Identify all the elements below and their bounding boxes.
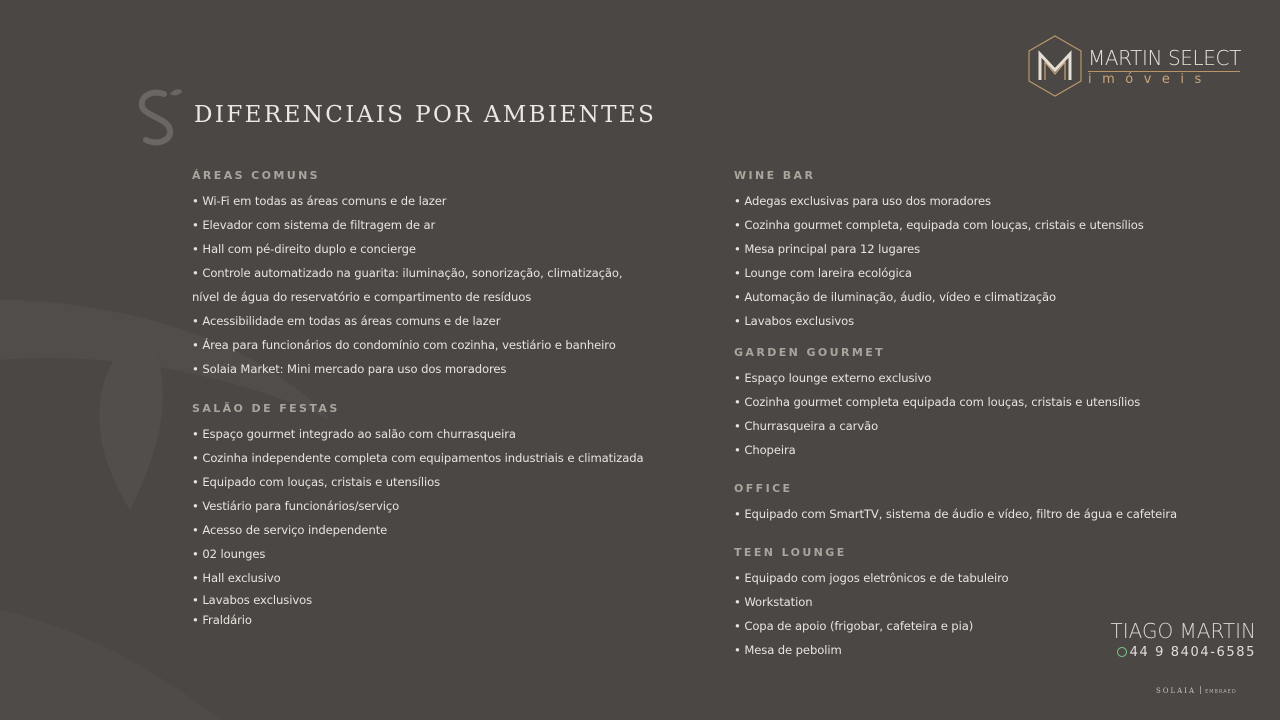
section-salao-de-festas — [192, 401, 644, 630]
list-item: • Acessibilidade em todas as áreas comuns e de lazer — [192, 314, 501, 328]
list-item: • Churrasqueira a carvão — [734, 419, 879, 433]
list-item: • Lounge com lareira ecológica — [734, 266, 912, 280]
section-teen-lounge — [734, 545, 1009, 662]
list-item: • Mesa de pebolim — [734, 643, 842, 657]
feature-list — [734, 189, 1144, 333]
list-item: • Lavabos exclusivos — [734, 314, 855, 328]
feature-list — [734, 566, 1009, 662]
whatsapp-icon — [1117, 647, 1127, 657]
section-heading: OFFICE — [734, 482, 793, 495]
section-heading: GARDEN GOURMET — [734, 346, 886, 359]
contact-name: TIAGO MARTIN — [1110, 619, 1256, 643]
solaia-s-logo-icon — [134, 86, 188, 148]
list-item: • Espaço gourmet integrado ao salão com churrasqueira — [192, 427, 516, 441]
list-item: • Elevador com sistema de filtragem de ar — [192, 218, 436, 232]
phone-number: 44 9 8404-6585 — [1129, 645, 1256, 660]
list-item: • Equipado com SmartTV, sistema de áudio e vídeo, filtro de água e cafeteira — [734, 507, 1178, 521]
feature-list — [192, 422, 644, 630]
page-title: DIFERENCIAIS POR AMBIENTES — [194, 102, 657, 128]
list-item: • Cozinha independente completa com equipamentos industriais e climatizada — [192, 451, 644, 465]
list-item: • Área para funcionários do condomínio com cozinha, vestiário e banheiro — [192, 338, 616, 352]
list-item: • Cozinha gourmet completa, equipada com louças, cristais e utensílios — [734, 218, 1144, 232]
section-heading: WINE BAR — [734, 169, 816, 182]
brand-name: MARTIN SELECT — [1088, 46, 1241, 70]
section-heading: ÁREAS COMUNS — [192, 169, 320, 182]
brand-logo — [1026, 34, 1246, 98]
list-item: • Acesso de serviço independente — [192, 523, 388, 537]
list-item: • 02 lounges — [192, 547, 266, 561]
feature-list — [734, 366, 1140, 462]
list-item: • Vestiário para funcionários/serviço — [192, 499, 400, 513]
list-item: • Fraldário — [192, 613, 252, 627]
brand-subtitle: imóveis — [1088, 72, 1212, 87]
footer-divider — [1200, 686, 1201, 694]
section-areas-comuns — [192, 168, 622, 381]
section-garden-gourmet — [734, 345, 1140, 462]
list-item: • Workstation — [734, 595, 813, 609]
list-item: • Mesa principal para 12 lugares — [734, 242, 921, 256]
section-heading: SALÃO DE FESTAS — [192, 402, 340, 415]
list-item: • Equipado com louças, cristais e utensílios — [192, 475, 441, 489]
footer-partner: EMBRAED — [1205, 689, 1237, 695]
list-item: • Espaço lounge externo exclusivo — [734, 371, 932, 385]
list-item: • Hall com pé-direito duplo e concierge — [192, 242, 416, 256]
list-item: • Hall exclusivo — [192, 571, 281, 585]
list-item: • Equipado com jogos eletrônicos e de tabuleiro — [734, 571, 1009, 585]
list-item: • Adegas exclusivas para uso dos moradores — [734, 194, 991, 208]
section-office — [734, 481, 1177, 526]
list-item: • Automação de iluminação, áudio, vídeo e climatização — [734, 290, 1056, 304]
list-item: • Copa de apoio (frigobar, cafeteira e pia) — [734, 619, 974, 633]
list-item: • Solaia Market: Mini mercado para uso dos moradores — [192, 362, 507, 376]
footer-logo — [1156, 686, 1237, 695]
list-item: • Wi-Fi em todas as áreas comuns e de lazer — [192, 194, 447, 208]
hexagon-m-icon — [1026, 34, 1084, 98]
contact-block — [1111, 618, 1257, 662]
list-item: • Lavabos exclusivos — [192, 593, 313, 607]
feature-list — [192, 189, 622, 381]
section-wine-bar — [734, 168, 1144, 333]
list-item: nível de água do reservatório e compartimento de resíduos — [192, 290, 532, 304]
section-heading: TEEN LOUNGE — [734, 546, 847, 559]
contact-phone[interactable] — [1111, 644, 1257, 662]
list-item: • Chopeira — [734, 443, 796, 457]
list-item: • Cozinha gourmet completa equipada com louças, cristais e utensílios — [734, 395, 1141, 409]
list-item: • Controle automatizado na guarita: iluminação, sonorização, climatização, — [192, 266, 623, 280]
footer-brand: SOLAIA — [1156, 687, 1197, 695]
feature-list — [734, 502, 1177, 526]
